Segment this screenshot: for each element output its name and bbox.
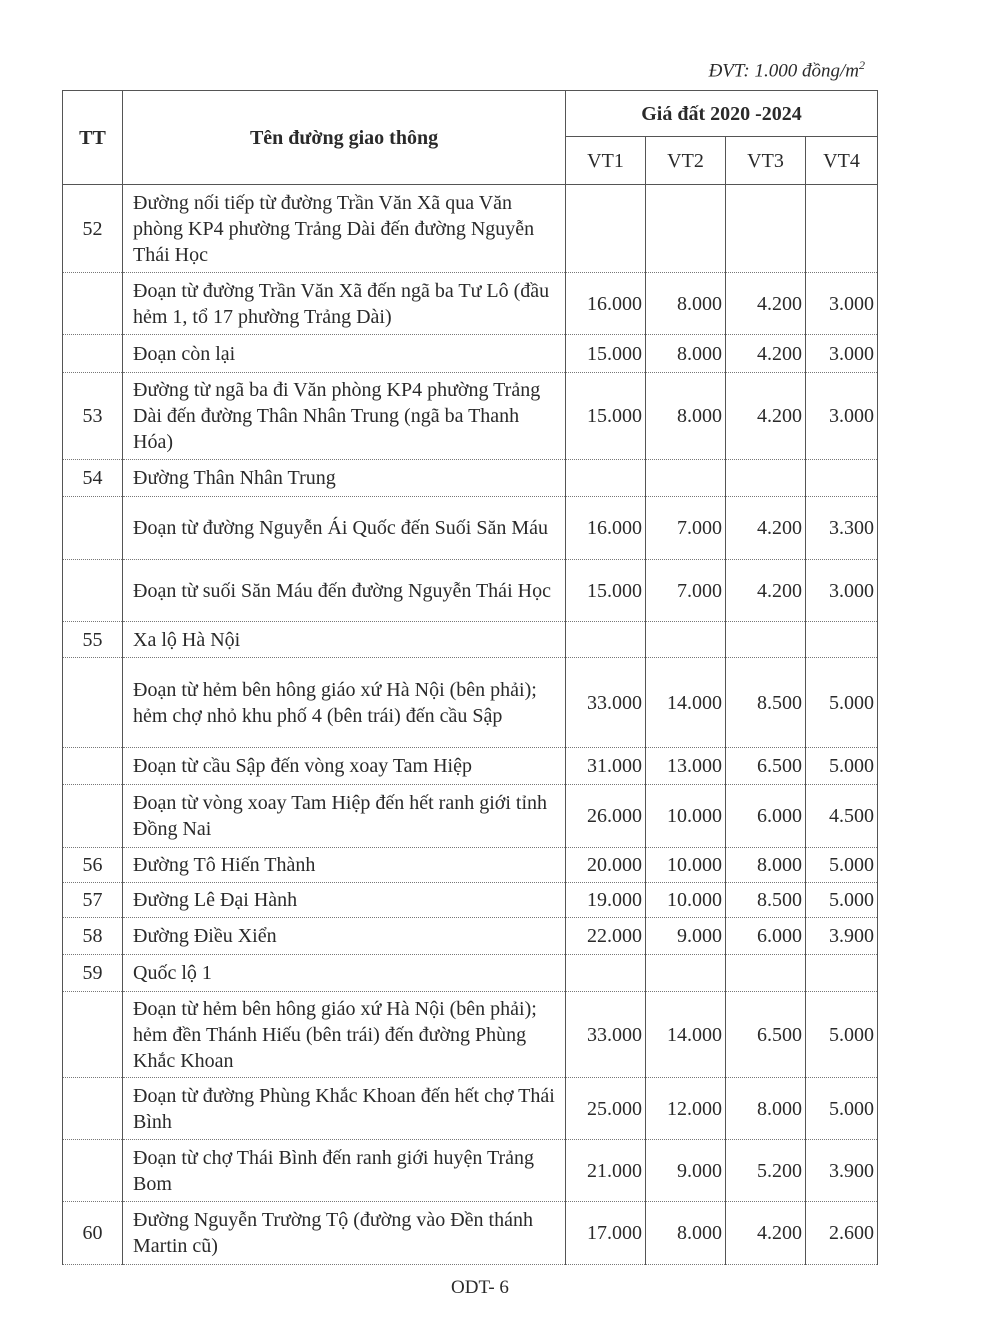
price-vt1: 25.000 xyxy=(566,1078,646,1140)
table-row xyxy=(63,497,878,560)
price-vt2: 13.000 xyxy=(646,748,726,785)
price-vt4: 2.600 xyxy=(806,1202,878,1265)
row-number xyxy=(63,785,123,848)
road-name: Đường Tô Hiến Thành xyxy=(123,848,566,883)
price-vt4: 5.000 xyxy=(806,748,878,785)
table-row xyxy=(63,185,878,273)
road-name: Đoạn từ đường Nguyễn Ái Quốc đến Suối Săn Máu xyxy=(123,497,566,560)
road-name: Đường Nguyễn Trường Tộ (đường vào Đền thánh Martin cũ) xyxy=(123,1202,566,1265)
price-vt3: 8.000 xyxy=(726,848,806,883)
table-row xyxy=(63,373,878,460)
price-vt4: 4.500 xyxy=(806,785,878,848)
row-number xyxy=(63,273,123,335)
row-number xyxy=(63,658,123,748)
price-vt1: 31.000 xyxy=(566,748,646,785)
unit-text: ĐVT: 1.000 đồng/m xyxy=(708,60,859,82)
table-row xyxy=(63,1140,878,1202)
price-vt3: 4.200 xyxy=(726,560,806,622)
price-vt2 xyxy=(646,622,726,658)
header-name: Tên đường giao thông xyxy=(123,91,566,185)
road-name: Đường Thân Nhân Trung xyxy=(123,460,566,497)
road-name: Xa lộ Hà Nội xyxy=(123,622,566,658)
price-vt1: 20.000 xyxy=(566,848,646,883)
row-number xyxy=(63,1140,123,1202)
price-vt1: 33.000 xyxy=(566,992,646,1078)
unit-label xyxy=(709,58,865,82)
price-vt3 xyxy=(726,460,806,497)
price-vt4: 3.300 xyxy=(806,497,878,560)
price-vt4: 5.000 xyxy=(806,658,878,748)
price-vt4: 3.000 xyxy=(806,273,878,335)
price-vt2: 8.000 xyxy=(646,335,726,373)
price-vt2 xyxy=(646,185,726,273)
price-vt3: 8.500 xyxy=(726,658,806,748)
price-vt4: 3.900 xyxy=(806,1140,878,1202)
row-number: 56 xyxy=(63,848,123,883)
price-vt1: 17.000 xyxy=(566,1202,646,1265)
table-row xyxy=(63,460,878,497)
price-vt1: 16.000 xyxy=(566,273,646,335)
price-vt3: 4.200 xyxy=(726,1202,806,1265)
price-vt1: 19.000 xyxy=(566,883,646,918)
table-row xyxy=(63,883,878,918)
table-row xyxy=(63,658,878,748)
price-vt2: 7.000 xyxy=(646,497,726,560)
table-row xyxy=(63,560,878,622)
price-vt3: 6.500 xyxy=(726,748,806,785)
price-vt1: 21.000 xyxy=(566,1140,646,1202)
table-row xyxy=(63,918,878,955)
header-vt2: VT2 xyxy=(646,137,726,185)
price-vt4: 3.900 xyxy=(806,918,878,955)
price-vt1: 15.000 xyxy=(566,560,646,622)
unit-superscript: 2 xyxy=(859,58,865,72)
road-name: Đường Điều Xiển xyxy=(123,918,566,955)
road-name: Đoạn từ hẻm bên hông giáo xứ Hà Nội (bên phải); hẻm đền Thánh Hiếu (bên trái) đến đường Phùng Khắc Khoan xyxy=(123,992,566,1078)
row-number: 60 xyxy=(63,1202,123,1265)
table-row xyxy=(63,1078,878,1140)
header-vt4: VT4 xyxy=(806,137,878,185)
price-vt4: 3.000 xyxy=(806,560,878,622)
price-vt3: 8.500 xyxy=(726,883,806,918)
price-vt2: 9.000 xyxy=(646,1140,726,1202)
price-vt1 xyxy=(566,622,646,658)
price-vt3: 6.000 xyxy=(726,918,806,955)
road-name: Đoạn từ chợ Thái Bình đến ranh giới huyện Trảng Bom xyxy=(123,1140,566,1202)
table-row xyxy=(63,955,878,992)
row-number xyxy=(63,560,123,622)
price-vt2 xyxy=(646,955,726,992)
header-price-group: Giá đất 2020 -2024 xyxy=(566,91,878,137)
price-vt4: 5.000 xyxy=(806,1078,878,1140)
price-vt3: 4.200 xyxy=(726,497,806,560)
road-name: Đường từ ngã ba đi Văn phòng KP4 phường Trảng Dài đến đường Thân Nhân Trung (ngã ba Thanh Hóa) xyxy=(123,373,566,460)
price-vt1: 22.000 xyxy=(566,918,646,955)
price-vt4 xyxy=(806,185,878,273)
price-vt3 xyxy=(726,185,806,273)
row-number xyxy=(63,992,123,1078)
table-row xyxy=(63,848,878,883)
price-vt2: 8.000 xyxy=(646,273,726,335)
road-name: Quốc lộ 1 xyxy=(123,955,566,992)
price-vt3: 4.200 xyxy=(726,273,806,335)
price-vt1 xyxy=(566,460,646,497)
price-vt3: 4.200 xyxy=(726,373,806,460)
table-row xyxy=(63,748,878,785)
price-vt1 xyxy=(566,955,646,992)
price-vt4: 5.000 xyxy=(806,883,878,918)
price-vt3: 6.500 xyxy=(726,992,806,1078)
road-name: Đường nối tiếp từ đường Trần Văn Xã qua Văn phòng KP4 phường Trảng Dài đến đường Nguyễn Thái Học xyxy=(123,185,566,273)
price-vt1: 33.000 xyxy=(566,658,646,748)
table-row xyxy=(63,622,878,658)
table-row xyxy=(63,1202,878,1265)
price-vt2: 9.000 xyxy=(646,918,726,955)
row-number: 52 xyxy=(63,185,123,273)
price-vt3: 6.000 xyxy=(726,785,806,848)
price-vt2: 10.000 xyxy=(646,883,726,918)
row-number: 53 xyxy=(63,373,123,460)
price-vt4: 5.000 xyxy=(806,992,878,1078)
price-vt4: 3.000 xyxy=(806,335,878,373)
price-vt4 xyxy=(806,622,878,658)
price-vt2: 14.000 xyxy=(646,658,726,748)
table-row xyxy=(63,785,878,848)
road-name: Đoạn từ hẻm bên hông giáo xứ Hà Nội (bên phải); hẻm chợ nhỏ khu phố 4 (bên trái) đến cầu Sập xyxy=(123,658,566,748)
price-vt2: 8.000 xyxy=(646,373,726,460)
price-vt3: 4.200 xyxy=(726,335,806,373)
row-number: 58 xyxy=(63,918,123,955)
row-number xyxy=(63,1078,123,1140)
land-price-table xyxy=(62,90,878,1265)
table-row xyxy=(63,273,878,335)
price-vt2: 8.000 xyxy=(646,1202,726,1265)
price-vt2: 10.000 xyxy=(646,785,726,848)
price-vt1: 15.000 xyxy=(566,373,646,460)
row-number: 54 xyxy=(63,460,123,497)
price-vt1: 15.000 xyxy=(566,335,646,373)
price-vt3 xyxy=(726,622,806,658)
price-vt2: 12.000 xyxy=(646,1078,726,1140)
row-number: 59 xyxy=(63,955,123,992)
header-vt3: VT3 xyxy=(726,137,806,185)
price-vt2: 7.000 xyxy=(646,560,726,622)
price-vt4: 5.000 xyxy=(806,848,878,883)
road-name: Đoạn từ đường Trần Văn Xã đến ngã ba Tư Lô (đầu hẻm 1, tổ 17 phường Trảng Dài) xyxy=(123,273,566,335)
price-vt1: 16.000 xyxy=(566,497,646,560)
price-vt1 xyxy=(566,185,646,273)
table-row xyxy=(63,992,878,1078)
price-vt3 xyxy=(726,955,806,992)
price-vt2: 10.000 xyxy=(646,848,726,883)
header-vt1: VT1 xyxy=(566,137,646,185)
road-name: Đoạn còn lại xyxy=(123,335,566,373)
row-number xyxy=(63,748,123,785)
header-tt: TT xyxy=(63,91,123,185)
price-vt1: 26.000 xyxy=(566,785,646,848)
road-name: Đoạn từ cầu Sập đến vòng xoay Tam Hiệp xyxy=(123,748,566,785)
price-vt3: 5.200 xyxy=(726,1140,806,1202)
price-vt4 xyxy=(806,460,878,497)
row-number: 55 xyxy=(63,622,123,658)
row-number: 57 xyxy=(63,883,123,918)
page-footer: ODT- 6 xyxy=(451,1277,509,1298)
price-vt2 xyxy=(646,460,726,497)
table-row xyxy=(63,335,878,373)
road-name: Đoạn từ vòng xoay Tam Hiệp đến hết ranh giới tỉnh Đồng Nai xyxy=(123,785,566,848)
price-vt2: 14.000 xyxy=(646,992,726,1078)
road-name: Đoạn từ đường Phùng Khắc Khoan đến hết chợ Thái Bình xyxy=(123,1078,566,1140)
price-vt4: 3.000 xyxy=(806,373,878,460)
row-number xyxy=(63,497,123,560)
road-name: Đoạn từ suối Săn Máu đến đường Nguyễn Thái Học xyxy=(123,560,566,622)
road-name: Đường Lê Đại Hành xyxy=(123,883,566,918)
price-vt4 xyxy=(806,955,878,992)
row-number xyxy=(63,335,123,373)
price-vt3: 8.000 xyxy=(726,1078,806,1140)
